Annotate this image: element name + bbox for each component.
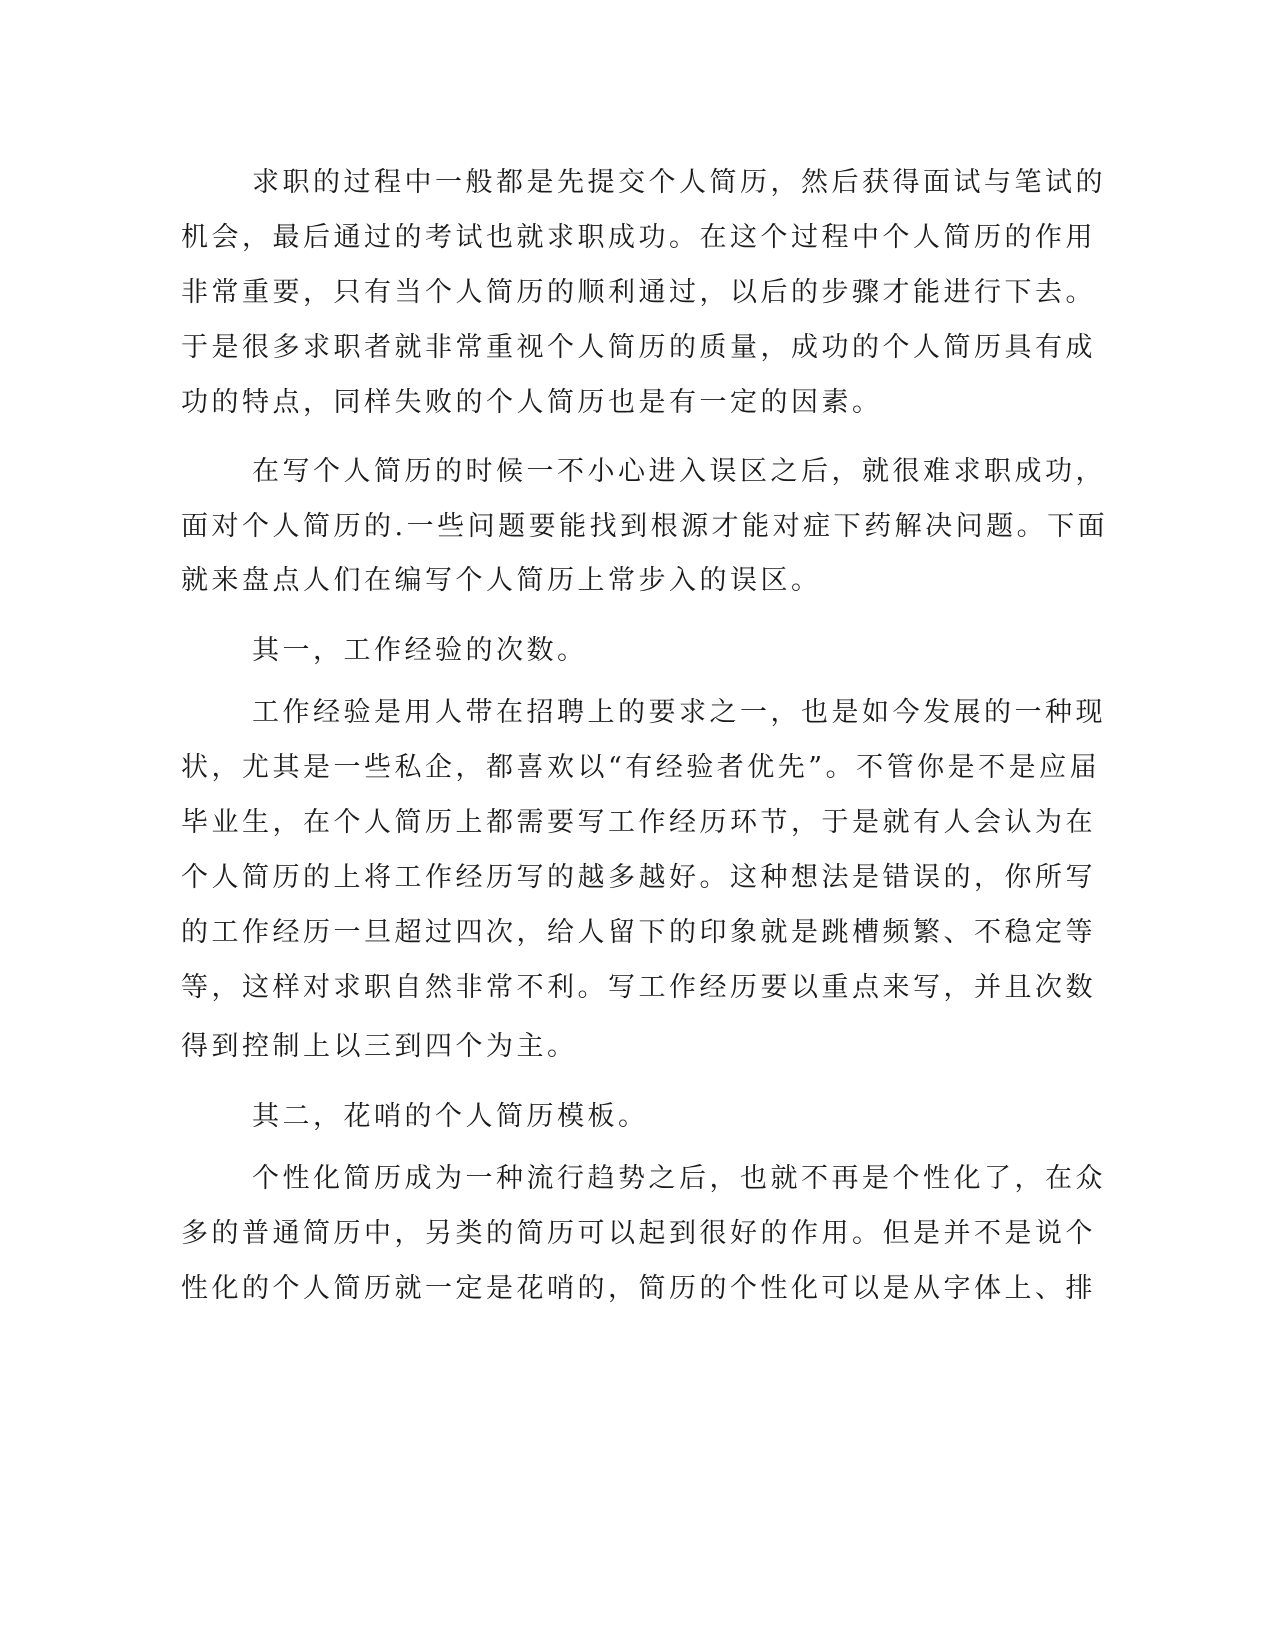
text-line: 个人简历的上将工作经历写的越多越好。这种想法是错误的，你所写 xyxy=(181,862,1096,893)
text-line: 的工作经历一旦超过四次，给人留下的印象就是跳槽频繁、不稳定等 xyxy=(181,917,1096,948)
text-line: 面对个人简历的.一些问题要能找到根源才能对症下药解决问题。下面 xyxy=(181,511,1109,542)
text-line: 性化的个人简历就一定是花哨的，简历的个性化可以是从字体上、排 xyxy=(181,1273,1096,1304)
text-line: 多的普通简历中，另类的简历可以起到很好的作用。但是并不是说个 xyxy=(181,1218,1096,1249)
text-line: 得到控制上以三到四个为主。 xyxy=(181,1031,578,1062)
text-line: 求职的过程中一般都是先提交个人简历，然后获得面试与笔试的 xyxy=(252,167,1106,198)
text-line: 就来盘点人们在编写个人简历上常步入的误区。 xyxy=(181,565,822,596)
section-heading: 其一，工作经验的次数。 xyxy=(252,635,588,666)
text-line: 在写个人简历的时候一不小心进入误区之后，就很难求职成功， xyxy=(252,456,1106,487)
text-line: 功的特点，同样失败的个人简历也是有一定的因素。 xyxy=(181,387,883,418)
text-line: 个性化简历成为一种流行趋势之后，也就不再是个性化了，在众 xyxy=(252,1163,1106,1194)
text-line: 毕业生，在个人简历上都需要写工作经历环节，于是就有人会认为在 xyxy=(181,807,1096,838)
text-line: 状，尤其是一些私企，都喜欢以“有经验者优先”。不管你是不是应届 xyxy=(181,752,1101,783)
text-line: 机会，最后通过的考试也就求职成功。在这个过程中个人简历的作用 xyxy=(181,222,1096,253)
text-line: 工作经验是用人带在招聘上的要求之一，也是如今发展的一种现 xyxy=(252,697,1106,728)
text-line: 非常重要，只有当个人简历的顺利通过，以后的步骤才能进行下去。 xyxy=(181,277,1096,308)
text-line: 于是很多求职者就非常重视个人简历的质量，成功的个人简历具有成 xyxy=(181,332,1096,363)
section-heading: 其二，花哨的个人简历模板。 xyxy=(252,1101,649,1132)
text-line: 等，这样对求职自然非常不利。写工作经历要以重点来写，并且次数 xyxy=(181,972,1096,1003)
